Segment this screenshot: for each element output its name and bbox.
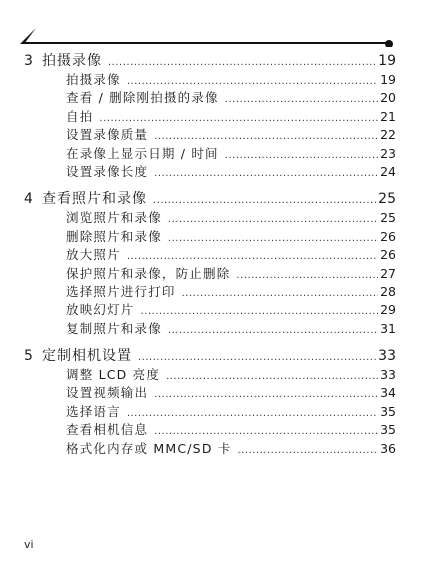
dot-leader [127,408,378,419]
page-number: 36 [380,440,396,456]
dot-leader [154,131,378,142]
page-number: 23 [380,145,396,161]
toc-entry[interactable] [24,125,396,143]
toc-section-4 [24,188,396,337]
toc-entry[interactable] [24,319,396,337]
dot-leader [166,371,378,382]
page-number: 28 [380,283,396,299]
page-number: 21 [380,108,396,124]
toc-entry[interactable] [24,245,396,263]
entry-title: 查看 / 删除刚拍摄的录像 [66,90,219,106]
page-number: 33 [378,348,396,365]
entry-title: 设置视频输出 [66,385,149,401]
dot-leader [225,150,378,161]
page-number: 26 [380,247,396,263]
entry-title: 在录像上显示日期 / 时间 [66,145,219,161]
entry-title: 放大照片 [66,247,121,263]
dot-leader [108,57,376,68]
toc-entry[interactable] [24,144,396,162]
toc-entry[interactable] [24,383,396,401]
toc-entry[interactable] [24,208,396,226]
dot-leader [168,325,378,336]
page-number: 33 [380,367,396,383]
toc-section-3 [24,50,396,180]
page-number: 19 [380,72,396,87]
entry-title: 复制照片和录像 [66,320,162,336]
toc-entry[interactable] [24,300,396,318]
dot-leader [154,426,378,437]
dot-leader [154,389,378,400]
page-number: 35 [380,403,396,419]
page-number: 25 [378,191,396,208]
toc-entry[interactable] [24,162,396,180]
page-number: 31 [380,320,396,336]
chapter-number: 3 [24,53,33,69]
dot-leader [238,445,378,456]
entry-title: 查看相机信息 [66,422,149,438]
entry-title: 保护照片和录像，防止删除 [66,265,231,281]
toc-entry[interactable] [24,439,396,457]
toc-chapter-entry[interactable] [24,50,396,70]
page-number: 35 [380,422,396,438]
entry-title: 选择照片进行打印 [66,283,176,299]
dot-leader [225,94,378,105]
table-of-contents [24,50,396,465]
dot-leader [141,306,378,317]
toc-entry[interactable] [24,282,396,300]
toc-entry[interactable] [24,264,396,282]
toc-section-5 [24,345,396,457]
entry-title: 拍摄录像 [66,72,121,87]
toc-entry[interactable] [24,227,396,245]
dot-leader [168,214,378,225]
page-footer-number: vi [24,538,34,551]
toc-entry[interactable] [24,70,396,88]
header-line [24,42,390,44]
page-number: 26 [380,228,396,244]
page-number: 27 [380,265,396,281]
page-number: 20 [380,90,396,106]
page-number: 22 [380,127,396,143]
dot-leader [182,288,378,299]
page-number: 19 [378,53,396,69]
dot-leader [138,352,376,363]
toc-entry[interactable] [24,420,396,438]
dot-leader [236,270,378,281]
entry-title: 放映幻灯片 [66,302,135,318]
toc-entry[interactable] [24,107,396,125]
entry-title: 设置录像长度 [66,163,149,179]
dot-leader [127,251,378,262]
chapter-title: 查看照片和录像 [42,191,147,208]
toc-chapter-entry[interactable] [24,345,396,365]
header-wedge-shape [20,28,36,44]
page-number: 25 [380,210,396,226]
chapter-title: 定制相机设置 [42,348,132,365]
chapter-number: 4 [24,191,33,208]
dot-leader [168,233,378,244]
entry-title: 自拍 [66,108,94,124]
entry-title: 调整 LCD 亮度 [66,367,161,383]
chapter-number: 5 [24,348,33,365]
toc-entry[interactable] [24,88,396,106]
header-rule-graphic [18,25,396,47]
page-number: 24 [380,163,396,179]
entry-title: 删除照片和录像 [66,228,162,244]
toc-entry[interactable] [24,365,396,383]
toc-chapter-entry[interactable] [24,188,396,208]
dot-leader [127,76,378,87]
entry-title: 设置录像质量 [66,127,149,143]
page-number: 29 [380,302,396,318]
page-number: 34 [380,385,396,401]
entry-title: 格式化内存或 MMC/SD 卡 [66,440,232,456]
entry-title: 选择语言 [66,403,121,419]
chapter-title: 拍摄录像 [42,53,102,69]
dot-leader [153,195,376,206]
dot-leader [154,168,378,179]
dot-leader [99,113,378,124]
header-dot [385,40,393,47]
entry-title: 浏览照片和录像 [66,210,162,226]
toc-entry[interactable] [24,402,396,420]
